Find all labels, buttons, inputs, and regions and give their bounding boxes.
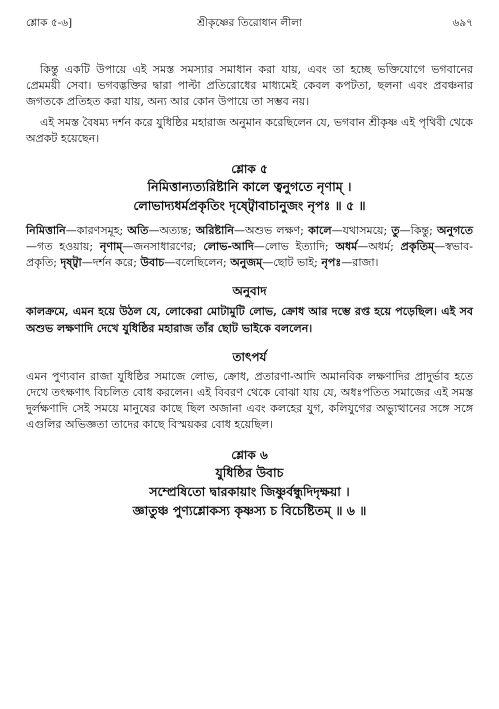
word-for-word-synonyms	[26, 223, 473, 271]
verse-5-line-1: নিমিত্তান্যত্যরিষ্টানি কালে ত্বনুগতে নৃণাম্ ।	[147, 179, 352, 194]
header-verse-range: শ্লোক ৫-৬]	[26, 17, 73, 29]
synonym-word: নৃণাম্	[99, 240, 123, 253]
verse-6-title: শ্লোক ৬	[231, 448, 268, 462]
synonym-word: নিমিত্তানি	[26, 224, 66, 237]
synonym-meaning: —অধর্ম;	[357, 240, 401, 253]
translation-text: কালক্রমে, এমন হয়ে উঠল যে, লোকেরা মোটামুটি লোভ, ক্রোধ আর দম্ভে রপ্ত হয়ে পড়েছিল। এই সব অশুভ লক্ষণাদি দেখে যুধিষ্ঠির মহারাজ তাঁর ছোট ভাইকে বললেন।	[26, 305, 473, 335]
synonym-meaning: —জনসাধারণের;	[122, 240, 204, 253]
synonym-meaning: —লোভ ইত্যাদি;	[253, 240, 336, 253]
synonym-meaning: —যথাসময়ে;	[331, 224, 392, 237]
synonym-word: লোভ-আদি	[203, 240, 254, 253]
header-chapter-title: শ্রীকৃষ্ণের তিরোধান লীলা	[197, 17, 302, 29]
synonym-word: দৃষ্ট্বা	[60, 256, 82, 269]
verse-5-line-2: লোভাদ্যধর্মপ্রকৃতিং দৃষ্ট্বোবাচানুজং নৃপঃ ॥ ৫ ॥	[133, 198, 366, 213]
verse-5-title: শ্লোক ৫	[231, 162, 268, 176]
synonym-meaning: —স্বভাব-প্রকৃতি;	[26, 240, 473, 269]
synonym-meaning: —রাজা।	[341, 256, 379, 269]
intro-paragraph-2: এই সমস্ত বৈষম্য দর্শন করে যুধিষ্ঠির মহারাজ অনুমান করেছিলেন যে, ভগবান শ্রীকৃষ্ণ এই পৃথিবী থেকে অপ্রকট হয়েছেন।	[26, 116, 473, 145]
synonym-meaning: —কারণসমূহ;	[65, 224, 128, 237]
page-content	[26, 62, 473, 520]
synonym-word: অরিষ্টানি	[195, 224, 235, 237]
synonym-meaning: —অত্যন্ত;	[148, 224, 196, 237]
synonym-word: নৃপঃ	[321, 256, 342, 269]
synonym-meaning: —গত হওয়ায়;	[26, 240, 100, 253]
verse-6-line-1: সম্প্রেষিতো দ্বারকায়াং জিষ্ণুর্বন্ধুদিদৃক্ষয়া ।	[149, 484, 350, 499]
synonym-meaning: —বলেছিলেন;	[164, 256, 231, 269]
purport-heading: তাৎপর্য	[232, 350, 267, 364]
synonym-meaning: —ছোট ভাই;	[262, 256, 322, 269]
synonym-word: প্রকৃতিম্	[400, 240, 435, 253]
synonym-word: অনুগতে	[437, 224, 473, 237]
translation-heading: অনুবাদ	[232, 284, 267, 298]
intro-paragraph-1: কিন্তু একটি উপায়ে এই সমস্ত সমস্যার সমাধান করা যায়, এবং তা হচ্ছে ভক্তিযোগে ভগবানের প্রেমময়ী সেবা। ভগবদ্ভক্তির দ্বারা পাল্টা প্রতিরোধের মাধ্যমেই কেবল কপটতা, ছলনা এবং প্রবঞ্চনার জগতকে প্রতিহত করা যায়, অন্য আর কোন উপায়ে তা সম্ভব নয়।	[26, 63, 473, 108]
translation-block	[26, 303, 473, 337]
page-number: ৬৯৭	[452, 17, 473, 29]
synonym-meaning: —কিন্তু;	[399, 224, 437, 237]
purport-text: এমন পুণ্যবান রাজা যুধিষ্ঠির সমাজে লোভ, ক্রোধ, প্রতারণা-আদি অমানবিক লক্ষণাদির প্রাদুর্ভাব হতে দেখে তৎক্ষণাৎ বিচলিত বোধ করলেন। এই বিবরণ থেকে বোঝা যায় যে, অধঃপতিত সমাজের এই সমস্ত দুর্লক্ষণাদি সেই সময়ে মানুষের কাছে ছিল অজানা এবং কলহের যুগ, কলিযুগের অভ্যুত্থানের সঙ্গে সঙ্গে এগুলির অভিজ্ঞতা তাদের কাছে বিস্ময়কর বোধ হয়েছিল।	[26, 370, 473, 431]
synonym-meaning: —অশুভ লক্ষণ;	[234, 224, 309, 237]
synonym-meaning: —দর্শন করে;	[81, 256, 141, 269]
running-header	[26, 16, 473, 32]
verse-6-line-2: জ্ঞাতুঞ্চ পুণ্যশ্লোকস্য কৃষ্ণস্য চ বিচেষ্টিতম্ ॥ ৬ ॥	[132, 503, 367, 518]
synonym-word: কালে	[308, 224, 332, 237]
synonym-word: অনুজম্	[230, 256, 263, 269]
synonym-word: অতি	[127, 224, 149, 237]
synonym-word: তু	[391, 224, 400, 237]
synonym-word: অধর্ম	[335, 240, 358, 253]
synonym-word: উবাচ	[140, 256, 165, 269]
verse-6-speaker: যুধিষ্ঠির উবাচ	[215, 465, 284, 480]
